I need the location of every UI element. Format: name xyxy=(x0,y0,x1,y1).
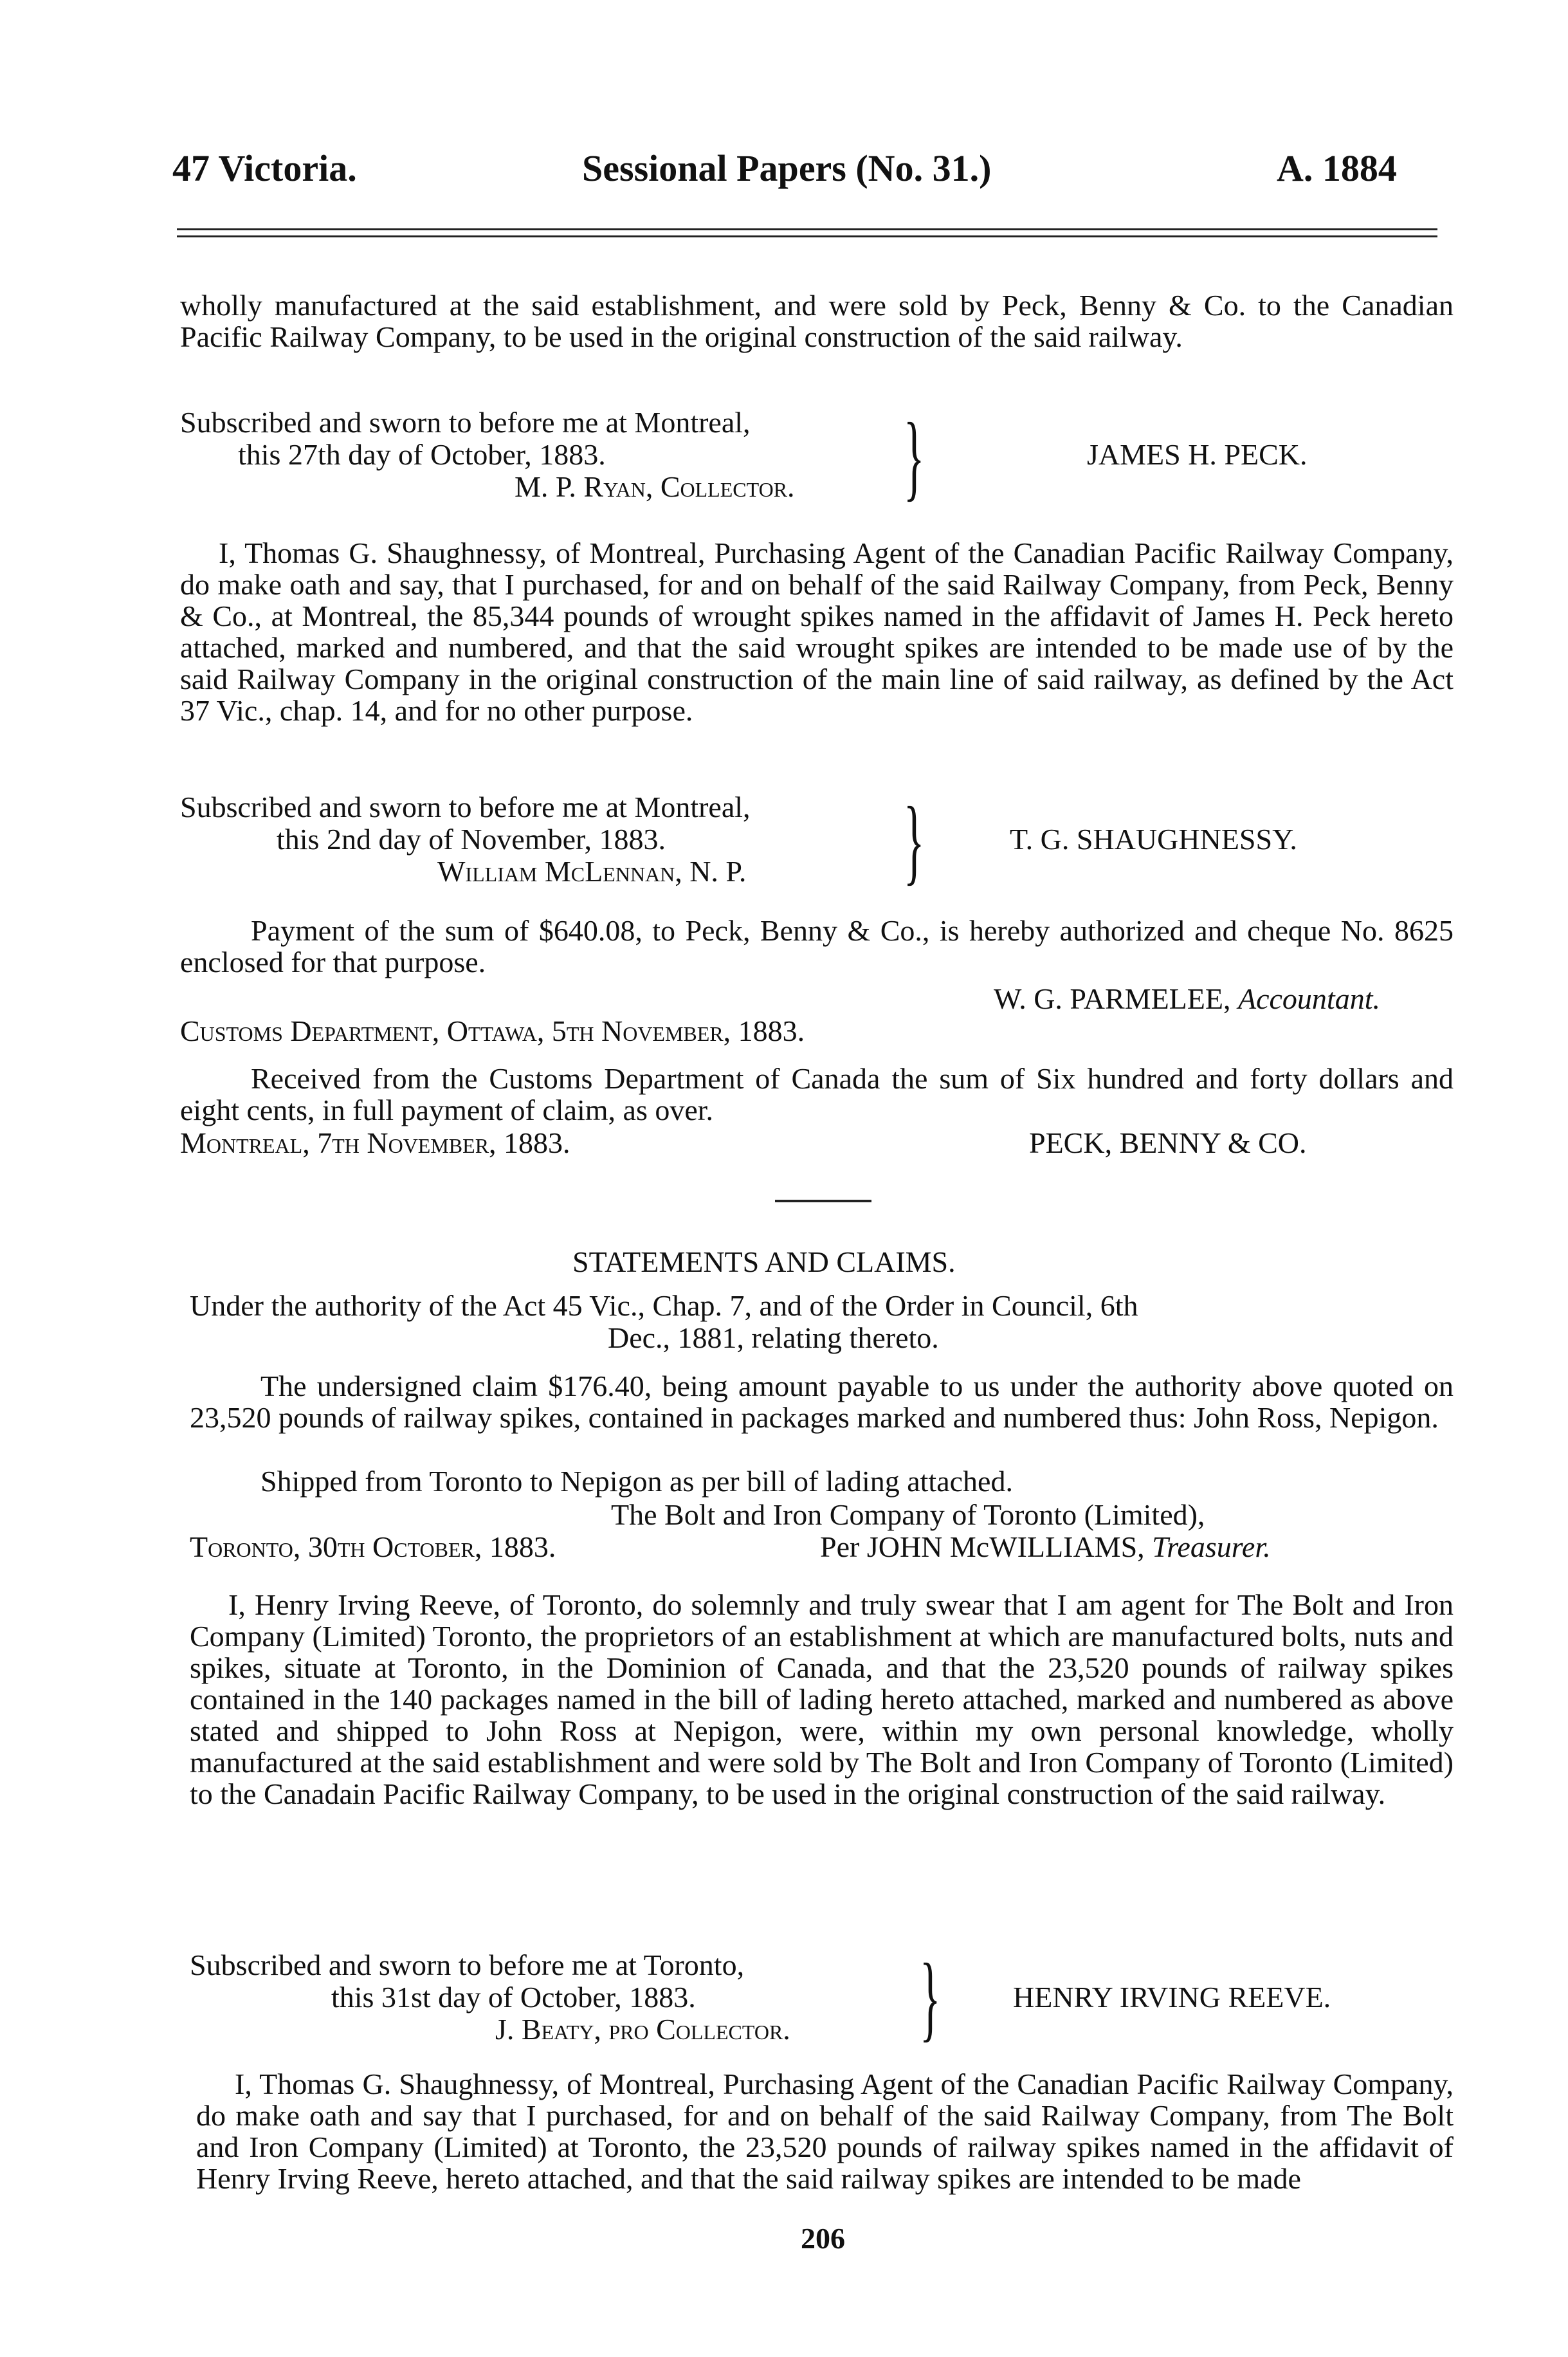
signer-name: Per JOHN McWILLIAMS, xyxy=(820,1530,1145,1563)
paragraph-reeve-oath: I, Henry Irving Reeve, of Toronto, do solemnly and truly swear that I am agent for The Bolt and Iron Company (Limited) Toronto, the proprietors of an establishment at which are manufactured bolts, nuts and spikes, situate at Toronto, in the Dominion of Canada, and that the 23,520 pounds of railway spikes contained in the 140 packages named in the bill of lading hereto attached, marked and numbered as above stated and shipped to John Ross at Nepigon, were, within my own personal knowledge, wholly manufactured at the said establishment and were sold by The Bolt and Iron Company of Toronto (Limited) to the Canadain Pacific Railway Company, to be used in the original construction of the said railway. xyxy=(190,1588,1454,1810)
header-rule-bottom xyxy=(177,235,1437,237)
signer-name: W. G. PARMELEE, xyxy=(994,982,1231,1015)
paragraph-receipt: Received from the Customs Department of Canada the sum of Six hundred and forty dollars and eight cents, in full payment of claim, as over. xyxy=(180,1062,1454,1126)
signer-mcwilliams xyxy=(820,1531,1271,1563)
brace: } xyxy=(904,787,925,894)
brace: } xyxy=(920,1944,941,2051)
header-title: Sessional Papers (No. 31.) xyxy=(582,147,992,189)
shipped-line: Shipped from Toronto to Nepigon as per bill of lading attached. xyxy=(260,1465,1013,1498)
header-session: 47 Victoria. xyxy=(172,147,357,189)
section-title: STATEMENTS AND CLAIMS. xyxy=(572,1245,956,1278)
paragraph-payment: Payment of the sum of $640.08, to Peck, Benny & Co., is hereby authorized and cheque No. 8625 enclosed for that purpose. xyxy=(180,914,1454,978)
signer-parmelee xyxy=(994,983,1380,1014)
jurat-line-3: M. P. Ryan, Collector. xyxy=(515,470,795,503)
brace: } xyxy=(904,403,925,510)
signer-title: Accountant. xyxy=(1237,982,1380,1015)
jurat-line-1: Subscribed and sworn to before me at Montreal, xyxy=(180,791,751,823)
paragraph-shaughnessy-oath-1: I, Thomas G. Shaughnessy, of Montreal, Purchasing Agent of the Canadian Pacific Railway Company, do make oath and say, that I purchased, for and on behalf of the said Railway Company, from Peck, Benny & Co., at Montreal, the 85,344 pounds of wrought spikes named in the affidavit of James H. Peck hereto attached, marked and numbered, and that the said wrought spikes are intended to be made use of by the said Railway Company in the original construction of the main line of said railway, as defined by the Act 37 Vic., chap. 14, and for no other purpose. xyxy=(180,537,1454,727)
signer-peck-benny: PECK, BENNY & CO. xyxy=(1029,1126,1307,1159)
paragraph-claim: The undersigned claim $176.40, being amount payable to us under the authority above quoted on 23,520 pounds of railway spikes, contained in packages marked and numbered thus: John Ross, Nepigon. xyxy=(190,1370,1454,1434)
authority-line-2: Dec., 1881, relating thereto. xyxy=(608,1321,939,1354)
section-divider xyxy=(775,1200,871,1202)
header-year: A. 1884 xyxy=(1277,147,1397,189)
jurat-line-3: William McLennan, N. P. xyxy=(437,855,747,888)
paragraph-peck-continuation: wholly manufactured at the said establishment, and were sold by Peck, Benny & Co. to the Canadian Pacific Railway Company, to be used in the original construction of the said railway. xyxy=(180,289,1454,353)
authority-line-1: Under the authority of the Act 45 Vic., Chap. 7, and of the Order in Council, 6th xyxy=(190,1289,1138,1322)
place-date-toronto: Toronto, 30th October, 1883. xyxy=(190,1530,556,1563)
jurat-line-2: this 27th day of October, 1883. xyxy=(238,438,606,471)
signer-reeve: HENRY IRVING REEVE. xyxy=(1013,1981,1331,2013)
paragraph-shaughnessy-oath-2: I, Thomas G. Shaughnessy, of Montreal, Purchasing Agent of the Canadian Pacific Railway Company, do make oath and say that I purchased, for and on behalf of the said Railway Company, from The Bolt and Iron Company (Limited) at Toronto, the 23,520 pounds of railway spikes named in the affidavit of Henry Irving Reeve, hereto attached, and that the said railway spikes are intended to be made xyxy=(196,2068,1454,2195)
jurat-line-1: Subscribed and sworn to before me at Toronto, xyxy=(190,1949,745,1981)
header-rule-top xyxy=(177,228,1437,230)
page-number: 206 xyxy=(801,2222,845,2255)
company-line: The Bolt and Iron Company of Toronto (Limited), xyxy=(611,1498,1205,1531)
jurat-line-2: this 31st day of October, 1883. xyxy=(331,1981,696,2013)
jurat-line-2: this 2nd day of November, 1883. xyxy=(277,823,666,856)
place-date-ottawa: Customs Department, Ottawa, 5th November, 1883. xyxy=(180,1014,805,1047)
place-date-montreal: Montreal, 7th November, 1883. xyxy=(180,1126,570,1159)
jurat-line-3: J. Beaty, pro Collector. xyxy=(495,2013,790,2046)
signer-shaughnessy: T. G. SHAUGHNESSY. xyxy=(1010,823,1297,856)
signer-james-peck: JAMES H. PECK. xyxy=(1087,438,1308,471)
signer-title: Treasurer. xyxy=(1152,1530,1271,1563)
jurat-line-1: Subscribed and sworn to before me at Montreal, xyxy=(180,406,751,439)
